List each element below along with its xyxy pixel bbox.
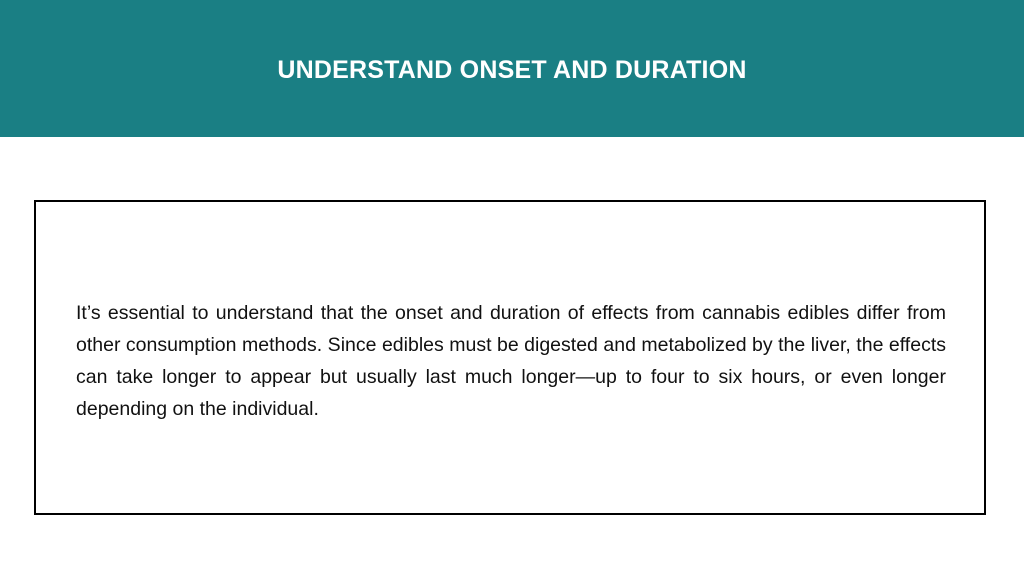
slide-title: UNDERSTAND ONSET AND DURATION <box>277 56 747 84</box>
title-banner <box>0 0 1024 137</box>
body-paragraph: It’s essential to understand that the onset and duration of effects from cannabis edibles differ from other consumption methods. Since edibles must be digested and metabolized by the liver, the effects can take longer to appear but usually last much longer—up to four to six hours, or even longer depending on the individual. <box>76 302 946 420</box>
content-box <box>34 200 986 515</box>
